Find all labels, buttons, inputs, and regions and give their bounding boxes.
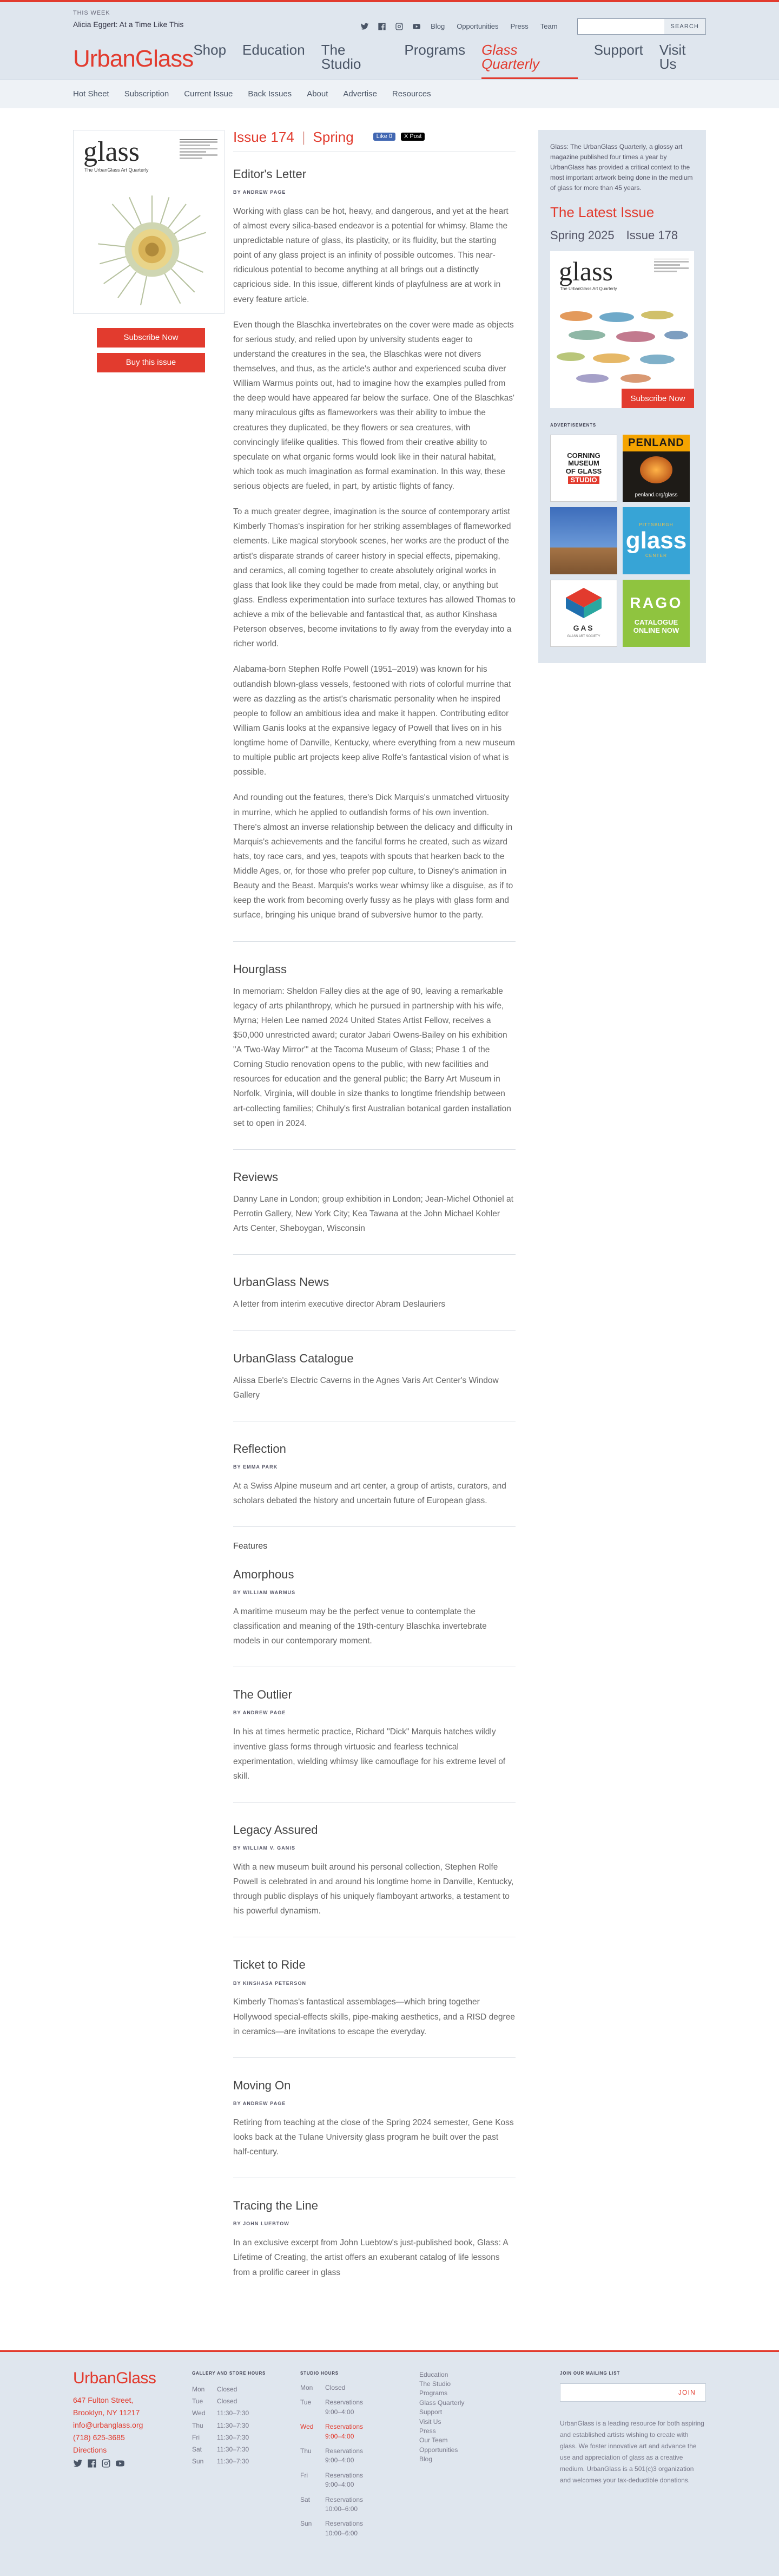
mailing-list-email-input[interactable] [560,2384,669,2401]
mailing-list [560,2370,706,2544]
hours-day: Fri [300,2471,308,2479]
nav-the-studio[interactable]: The Studio [321,41,361,72]
hours-time: Reservations [325,2447,364,2455]
feature-the-outlier [233,1667,516,1784]
hours-time: 10:00–6:00 [325,2505,358,2513]
site-logo[interactable]: UrbanGlass [73,45,194,72]
section-summary: In memoriam: Sheldon Falley dies at the age of 90, leaving a remarkable legacy of arts philanthropy, which he pursued in partnership with his wife, Myrna; Helen Lee named 2024 United States Artist Fellow, receives a $50,000 unrestricted award; curator Jabari Owens-Bailey on his exhibition "A 'Two-Way Mirror'" at the Tacoma Museum of Glass; Phase 1 of the Corning Studio renovation opens to the public, with new facilities and resources for education and the general public; the Barry Art Museum in Norfolk, Virginia, will double in size thanks to longtime friendship between art-collecting families; Chihuly's first Australian botanical garden installation set to open in 2024. [233,986,511,1128]
cover-masthead: glass [83,136,140,167]
ad-corning-museum[interactable] [550,435,617,502]
subnav-advertise[interactable]: Advertise [343,89,377,99]
byline: BY ANDREW PAGE [233,1710,286,1716]
main-nav [193,43,706,71]
subnav-hot-sheet[interactable]: Hot Sheet [73,89,109,99]
ad-glass-art-society[interactable] [550,580,617,647]
feature-summary: In an exclusive excerpt from John Luebtow's just-published book, Glass: A Lifetime of Creating, the artist offers an exuberant catalog of life lessons from a prolific career in glass [233,2238,508,2277]
ad-text: CENTER [645,553,668,558]
letter-paragraph: To a much greater degree, imagination is the source of contemporary artist Kimberly Thomas's inspiration for her striking assemblages of flameworked elements. Like magical storybook scenes, her works are the product of the artist's disparate strands of career history in special effects, pipemaking, and ceramics, all coming together to create absolutely original works in glass that look like they could be made from metal, clay, or anything but glass. Endless experimentation into surface textures has allowed Thomas to achieve a mix of the believable and fantastical that, as author Kinshasa Peterson observes, become invitations to fly away from the everyday into a richer world. [233,507,516,649]
nav-education[interactable]: Education [242,41,305,58]
subnav-back-issues[interactable]: Back Issues [248,89,292,99]
join-button[interactable]: JOIN [669,2384,705,2401]
byline: BY JOHN LUEBTOW [233,2221,289,2227]
ad-text: ONLINE NOW [633,626,679,635]
ad-text: penland.org/glass [635,492,678,499]
nav-shop[interactable]: Shop [193,41,227,58]
latest-issue-title: The Latest Issue [550,204,655,220]
cover-toc-lines [180,139,217,159]
hours-time: Closed [217,2385,237,2394]
byline: BY ANDREW PAGE [233,189,286,195]
twitter-icon[interactable] [73,2459,83,2473]
footer-link-visit-us[interactable]: Visit Us [419,2417,441,2426]
feature-amorphous [233,1565,516,1648]
section-reflection [233,1421,516,1508]
address-line: 647 Fulton Street, [73,2395,134,2404]
feature-title[interactable]: The Outlier [233,1688,292,1702]
hours-day: Fri [192,2433,200,2441]
util-link-team[interactable]: Team [540,22,558,30]
footer-link-our-team[interactable]: Our Team [419,2436,448,2444]
hours-time: Closed [217,2397,237,2405]
byline: BY EMMA PARK [233,1464,278,1470]
footer-address [73,2394,192,2456]
section-urbanglass-catalogue [233,1330,516,1402]
hours-time: 9:00–4:00 [325,2432,354,2440]
byline: BY ANDREW PAGE [233,2100,286,2106]
byline: BY WILLIAM V. GANIS [233,1845,296,1851]
heading-separator: | [301,128,306,145]
address-line: Brooklyn, NY 11217 [73,2408,140,2417]
footer-about: UrbanGlass is a leading resource for both aspiring and established artists wishing to create with glass. We foster innovative art and advance the use and appreciation of glass as a creative medium. UrbanGlass is a 501(c)3 organization and welcomes your tax-deductible donations. [560,2420,704,2485]
editors-letter [233,165,516,923]
footer-directions-link[interactable]: Directions [73,2446,107,2455]
search-button[interactable]: SEARCH [664,19,705,34]
gallery-hours [192,2370,300,2544]
issue-cover-column [73,130,233,2280]
studio-hours-table [300,2383,419,2544]
hours-time: 11:30–7:30 [217,2445,249,2453]
ad-text: glass [625,527,687,554]
footer-brand [73,2370,192,2544]
ad-text: STUDIO [568,476,599,484]
feature-title[interactable]: Amorphous [233,1567,294,1581]
byline: BY WILLIAM WARMUS [233,1590,296,1596]
util-link-opportunities[interactable]: Opportunities [457,22,499,30]
feature-title[interactable]: Moving On [233,2078,291,2092]
hours-time: Reservations [325,2495,364,2503]
hours-day: Thu [300,2447,312,2455]
footer-link-blog[interactable]: Blog [419,2455,433,2463]
sidebar-subscribe-button[interactable]: Subscribe Now [622,389,694,408]
hours-day: Sat [300,2495,311,2503]
feature-legacy-assured [233,1802,516,1919]
nav-glass-quarterly[interactable]: Glass Quarterly [481,43,578,79]
twitter-icon[interactable] [360,22,369,31]
letter-paragraph: Working with glass can be hot, heavy, and dangerous, and yet at the heart of almost every silica-based endeavor is a potential for whimsy. Blame the unpredictable nature of glass, its plasticity, or its fluidity, but the starting point of any glass project is an infinity of possible outcomes. This near-ridiculous potential to become anything at all brings out a distinctly capricious side. In this issue, different kinds of playfulness are at work in every feature article. [233,206,509,304]
issue-season: Spring [313,128,354,145]
gallery-hours-table [192,2383,300,2467]
latest-issue-meta [550,226,694,245]
feature-summary: With a new museum built around his personal collection, Stephen Rolfe Powell is celebrated in and around his longtime home in Danville, Kentucky, through public displays of his uniquely flamboyant artworks, a testament to his powerful dynamism. [233,1862,514,1916]
search-form [577,18,706,35]
gallery-hours-heading: GALLERY AND STORE HOURS [192,2370,266,2376]
cover-subtitle: The UrbanGlass Art Quarterly [84,167,149,173]
mailing-list-form [560,2383,706,2402]
feature-summary: Retiring from teaching at the close of the Spring 2024 semester, Gene Koss looks back at the Tulane University glass program he built over the past half-century. [233,2118,514,2157]
hours-time: 11:30–7:30 [217,2421,249,2429]
hours-time: 11:30–7:30 [217,2433,249,2441]
features-group [233,1526,516,1648]
byline: BY KINSHASA PETERSON [233,1980,307,1986]
youtube-icon[interactable] [412,22,421,31]
ads-label: ADVERTISEMENTS [550,423,596,428]
nav-visit-us[interactable]: Visit Us [659,41,686,72]
hours-day: Tue [192,2397,203,2405]
feature-title[interactable]: Tracing the Line [233,2199,318,2213]
section-title: Editor's Letter [233,167,307,181]
site-footer [0,2350,779,2576]
footer-social-links [73,2459,192,2473]
youtube-icon[interactable] [115,2459,125,2473]
ad-penland[interactable] [623,435,690,502]
buy-issue-button[interactable]: Buy this issue [97,353,205,372]
blaschka-anemone-illustration [95,193,209,306]
hours-time: 11:30–7:30 [217,2409,249,2417]
sidebar-intro: Glass: The UrbanGlass Quarterly, a glossy art magazine published four times a year by UrbanGlass has provided a critical context to the most important artwork being done in the medium of glass for more than 45 years. [550,142,693,192]
hours-time: Reservations [325,2520,364,2528]
subnav-about[interactable]: About [307,89,328,99]
hours-time: 9:00–4:00 [325,2456,354,2464]
section-title[interactable]: UrbanGlass Catalogue [233,1351,354,1365]
share-buttons [373,133,425,141]
this-week-label: THIS WEEK [73,10,110,16]
ad-text: PITTSBURGH [639,522,674,528]
feature-title[interactable]: Ticket to Ride [233,1958,306,1972]
x-post-button[interactable]: X Post [401,133,425,141]
footer-email-link[interactable]: info@urbanglass.org [73,2420,143,2429]
ad-text: PENLAND [623,435,690,451]
facebook-icon[interactable] [378,22,386,31]
studio-hours-heading: STUDIO HOURS [300,2370,339,2376]
section-title[interactable]: Hourglass [233,962,287,976]
furnace-glow [640,456,672,483]
ad-pittsburgh-glass-center[interactable] [623,507,690,574]
feature-moving-on [233,2057,516,2159]
ad-text: OF GLASS [565,467,602,475]
letter-paragraph: Alabama-born Stephen Rolfe Powell (1951–2019) was known for his outlandish blown-glass vessels, festooned with riots of colorful murrine that were as dazzling as the artist's charismatic personality when he inspired people to follow an ambitious idea and make it happen. Contributing editor William Ganis looks at the expansive legacy of Powell that lives on in his longtime home of Danville, Kentucky, where everything from a new museum to multiple public art projects keep alive Rolfe's fantastical vision of what is possible. [233,665,515,777]
hours-day: Mon [192,2385,205,2394]
section-title[interactable]: Reflection [233,1441,286,1456]
issue-number: Issue 174 [233,128,294,145]
cover-subtitle: The UrbanGlass Art Quarterly [560,286,617,292]
hours-time: Reservations [325,2423,364,2431]
footer-link-programs[interactable]: Programs [419,2389,448,2397]
latest-issue-season: Spring 2025 [550,228,615,242]
footer-link-the-studio[interactable]: The Studio [419,2380,451,2388]
cover-masthead: glass [559,256,613,287]
ad-text: GLASS ART SOCIETY [567,634,600,638]
subnav-current-issue[interactable]: Current Issue [184,89,233,99]
ad-text: CORNING [567,451,600,460]
footer-link-support[interactable]: Support [419,2408,443,2416]
footer-link-press[interactable]: Press [419,2427,436,2435]
ad-text: RAGO [630,594,683,612]
hours-day-today: Wed [300,2423,314,2431]
feature-tracing-the-line [233,2178,516,2279]
instagram-icon[interactable] [101,2459,111,2473]
hours-day: Tue [300,2398,312,2407]
issue-page [73,108,706,2280]
letter-paragraph: Even though the Blaschka invertebrates on the cover were made as objects for serious study, and relied upon by university students eager to understand the creatures in the sea, the Blaschkas were not divers themselves, and thus, as the article's author and experienced scuba diver William Warmus points out, had to imagine how the examples pulled from the deep would have appeared far below the surface. One of the Blaschkas' many miraculous gifts as flameworkers was their ability to imbue the creatures they duplicated, be they flowers or sea creatures, with convincingly lifelike qualities. This flowed from their creative ability to speculate on what organic forms would look like in their natural habitat, which took as much imagination as formal examination. In this way, these serious objects are fueled, in part, by artistic flights of fancy. [233,320,514,491]
utility-bar [360,18,706,35]
instagram-icon[interactable] [395,22,404,31]
ad-text: CATALOGUE [634,618,678,626]
hours-day: Sun [192,2457,204,2466]
mailing-list-heading: JOIN OUR MAILING LIST [560,2370,620,2376]
subnav-resources[interactable]: Resources [392,89,431,99]
utility-nav [431,21,557,32]
issue-cover-image [73,130,225,314]
section-reviews [233,1149,516,1236]
gas-logo-icon [565,587,603,619]
section-summary: Danny Lane in London; group exhibition in London; Jean-Michel Othoniel at Perrotin Gallery, New York City; Kea Tawana at the John Michael Kohler Arts Center, Sheboygan, Wisconsin [233,1194,513,1234]
feature-ticket-to-ride [233,1937,516,2038]
glass-fish-illustration [554,305,690,386]
hours-time: 10:00–6:00 [325,2529,358,2537]
latest-issue-box [538,130,706,663]
ad-text: MUSEUM [568,459,599,468]
site-header [0,2,779,108]
hours-day: Thu [192,2421,203,2429]
issue-heading [233,130,516,144]
feature-summary: In his at times hermetic practice, Richard "Dick" Marquis hatches wildly inventive glass forms through virtuosic and fearless technical experimentation, wielding whimsy like camouflage for his extreme level of skill. [233,1727,506,1781]
facebook-like-button[interactable]: Like 0 [373,133,395,141]
footer-link-education[interactable]: Education [419,2370,448,2378]
this-week-link[interactable]: Alicia Eggert: At a Time Like This [73,20,184,29]
brand-row [73,43,706,80]
hours-time: Reservations [325,2471,364,2479]
ad-text: GAS [573,624,595,633]
footer-link-opportunities[interactable]: Opportunities [419,2446,458,2454]
facebook-icon[interactable] [87,2459,97,2473]
hours-time: Reservations [325,2398,364,2407]
footer-logo: UrbanGlass [73,2369,156,2387]
feature-summary: A maritime museum may be the perfect venue to contemplate the classification and meaning of the 19th-century Blaschka invertebrate models in our contemporary moment. [233,1607,487,1646]
sidebar [538,130,706,2280]
sub-nav [0,80,779,108]
footer-link-glass-quarterly[interactable]: Glass Quarterly [419,2398,465,2407]
hours-day: Sat [192,2445,202,2453]
hours-day: Sun [300,2520,312,2528]
latest-issue-number: Issue 178 [626,228,678,242]
hours-time: 9:00–4:00 [325,2408,354,2416]
section-summary: Alissa Eberle's Electric Caverns in the Agnes Varis Art Center's Window Gallery [233,1375,499,1400]
section-summary: At a Swiss Alpine museum and art center, a group of artists, curators, and scholars debated the history and uncertain future of European glass. [233,1481,506,1506]
social-links [360,22,421,31]
letter-paragraph: And rounding out the features, there's Dick Marquis's unmatched virtuosity in murrine, which he applied to outlandish forms of his own invention. There's almost an inverse relationship between the delicacy and difficulty in Marquis's achievements and the fanciful forms he created, such as wizard hats, toy race cars, and yes, teapots with spouts that hearken back to the Middle Ages, or, for those who prefer pop culture, to Disney's animation in Beauty and the Beast. Marquis's works wear whimsy like a disguise, as if to keep the work from becoming overly fussy as he plays with glass form and surface, bringing his unique brand of subversive humor to the party. [233,793,513,920]
hours-time: 9:00–4:00 [325,2481,354,2489]
studio-hours [300,2370,419,2544]
latest-issue-cover[interactable] [550,251,694,408]
subscribe-button[interactable]: Subscribe Now [97,328,205,348]
section-hourglass [233,941,516,1131]
issue-actions [73,328,229,372]
ad-rago[interactable] [623,580,690,647]
hours-time: Closed [325,2384,346,2392]
hours-day: Wed [192,2409,206,2417]
section-title[interactable]: Reviews [233,1170,279,1184]
util-link-press[interactable]: Press [510,22,529,30]
nav-support[interactable]: Support [593,41,643,58]
section-urbanglass-news [233,1254,516,1312]
util-link-blog[interactable]: Blog [431,22,445,30]
issue-contents [233,130,532,2280]
hours-time: 11:30–7:30 [217,2457,249,2466]
section-title[interactable]: UrbanGlass News [233,1275,329,1289]
feature-summary: Kimberly Thomas's fantastical assemblages—which bring together Hollywood special-effects skills, pipe-making aesthetics, and a RISD degree in ceramics—are invitations to escape the everyday. [233,1997,515,2036]
footer-phone-link[interactable]: (718) 625-3685 [73,2433,125,2442]
ad-landscape[interactable] [550,507,617,574]
section-summary: A letter from interim executive director Abram Deslauriers [233,1300,445,1309]
footer-nav [419,2370,560,2544]
cover-toc-lines [654,259,689,272]
subnav-subscription[interactable]: Subscription [124,89,169,99]
features-label: Features [233,1542,268,1551]
nav-programs[interactable]: Programs [404,41,466,58]
ad-grid [550,435,694,647]
search-input[interactable] [578,19,664,34]
feature-title[interactable]: Legacy Assured [233,1823,318,1837]
hours-day: Mon [300,2384,313,2392]
